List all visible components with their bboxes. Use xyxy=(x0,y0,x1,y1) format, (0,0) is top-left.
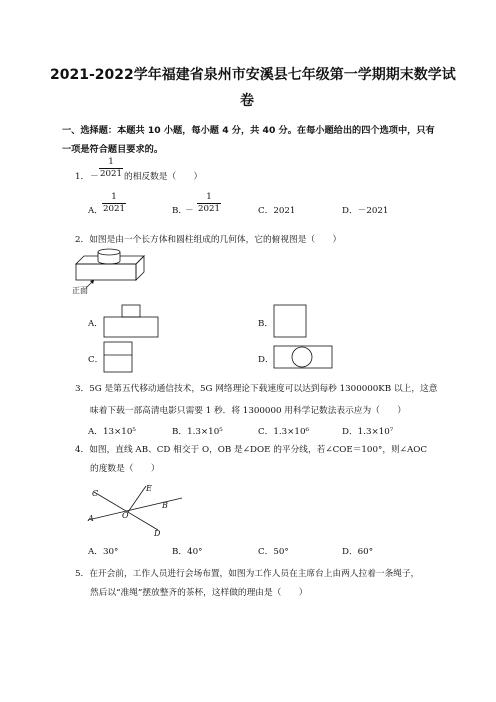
q1-option-b-numerator: 1 xyxy=(206,192,212,202)
q1-option-a-numerator: 1 xyxy=(111,192,117,202)
point-label-d: D xyxy=(154,529,161,538)
q2-option-c-label: C． xyxy=(88,355,104,365)
q4-option-a: A．30° xyxy=(88,547,119,557)
point-label-c: C xyxy=(92,489,99,498)
q5-stem-line1: 5．在开会前，工作人员进行会场布置，如图为工作人员在主席台上由两人拉着一条绳子， xyxy=(75,569,420,579)
page-title: 2021-2022学年福建省泉州市安溪县七年级第一学期期末数学试 xyxy=(50,67,456,83)
section-heading-continued: 一项是符合题目要求的。 xyxy=(62,144,164,155)
q1-fraction-denominator: 2021 xyxy=(99,169,123,179)
q4-option-b: B．40° xyxy=(172,547,203,557)
q1-option-b-sign: － xyxy=(185,206,194,216)
q2-stem: 2．如图是由一个长方体和圆柱组成的几何体，它的俯视图是（ ） xyxy=(75,235,342,245)
q1-minus: － xyxy=(90,172,99,182)
q1-option-a-label: A． xyxy=(88,206,103,216)
q3-option-b: B．1.3×10⁵ xyxy=(172,427,223,437)
front-view-label: 正面 xyxy=(72,286,88,295)
point-label-b: B xyxy=(162,501,168,510)
q3-option-d: D．1.3×10⁷ xyxy=(342,427,394,437)
q1-number: 1． xyxy=(75,172,90,182)
q3-option-c: C．1.3×10⁶ xyxy=(258,427,309,437)
q1-option-c: C．2021 xyxy=(258,206,296,216)
q1-fraction xyxy=(98,157,124,180)
q4-option-c: C．50° xyxy=(258,547,289,557)
section-heading: 一、选择题：本题共 10 小题，每小题 4 分，共 40 分。在每小题给出的四个选项中，只有 xyxy=(62,125,435,136)
q2-option-b-label: B． xyxy=(258,319,274,329)
q4-option-d: D．60° xyxy=(342,547,374,557)
q2-option-c-figure xyxy=(100,340,136,376)
q1-option-a-denominator: 2021 xyxy=(102,204,126,214)
q1-option-b-denominator: 2021 xyxy=(197,204,221,214)
q2-option-a-figure xyxy=(100,303,160,339)
q1-option-d: D．－2021 xyxy=(342,206,389,216)
q4-stem-line1: 4．如图，直线 AB、CD 相交于 O，OB 是∠DOE 的平分线，若∠COE＝100°，则∠AOC xyxy=(75,445,428,455)
q2-option-d-label: D． xyxy=(258,355,274,365)
q3-stem-line2: 味着下载一部高清电影只需要 1 秒．将 1300000 用科学记数法表示应为（ ） xyxy=(90,406,406,416)
q3-stem-line1: 3．5G 是第五代移动通信技术，5G 网络理论下载速度可以达到每秒 1300000KB 以上，这意 xyxy=(75,384,438,394)
q2-option-a-label: A． xyxy=(88,319,103,329)
q5-stem-line2: 然后以“准绳”摆放整齐的茶杯，这样做的理由是（ ） xyxy=(90,588,308,598)
q1-stem: 的相反数是（ ） xyxy=(124,172,203,182)
point-label-o: O xyxy=(122,511,129,520)
q1-option-b-fraction xyxy=(196,192,222,215)
q1-fraction-numerator: 1 xyxy=(108,157,114,167)
intersecting-lines-figure xyxy=(86,480,186,540)
point-label-a: A xyxy=(88,514,94,523)
q2-option-d-figure xyxy=(272,340,334,376)
q4-stem-line2: 的度数是（ ） xyxy=(90,464,160,474)
q3-option-a: A．13×10⁵ xyxy=(88,427,136,437)
page-title-continued: 卷 xyxy=(240,93,254,109)
q1-option-b-label: B． xyxy=(172,206,188,216)
point-label-e: E xyxy=(146,484,152,493)
q1-option-a-fraction xyxy=(101,192,127,215)
q2-option-b-figure xyxy=(272,303,308,339)
